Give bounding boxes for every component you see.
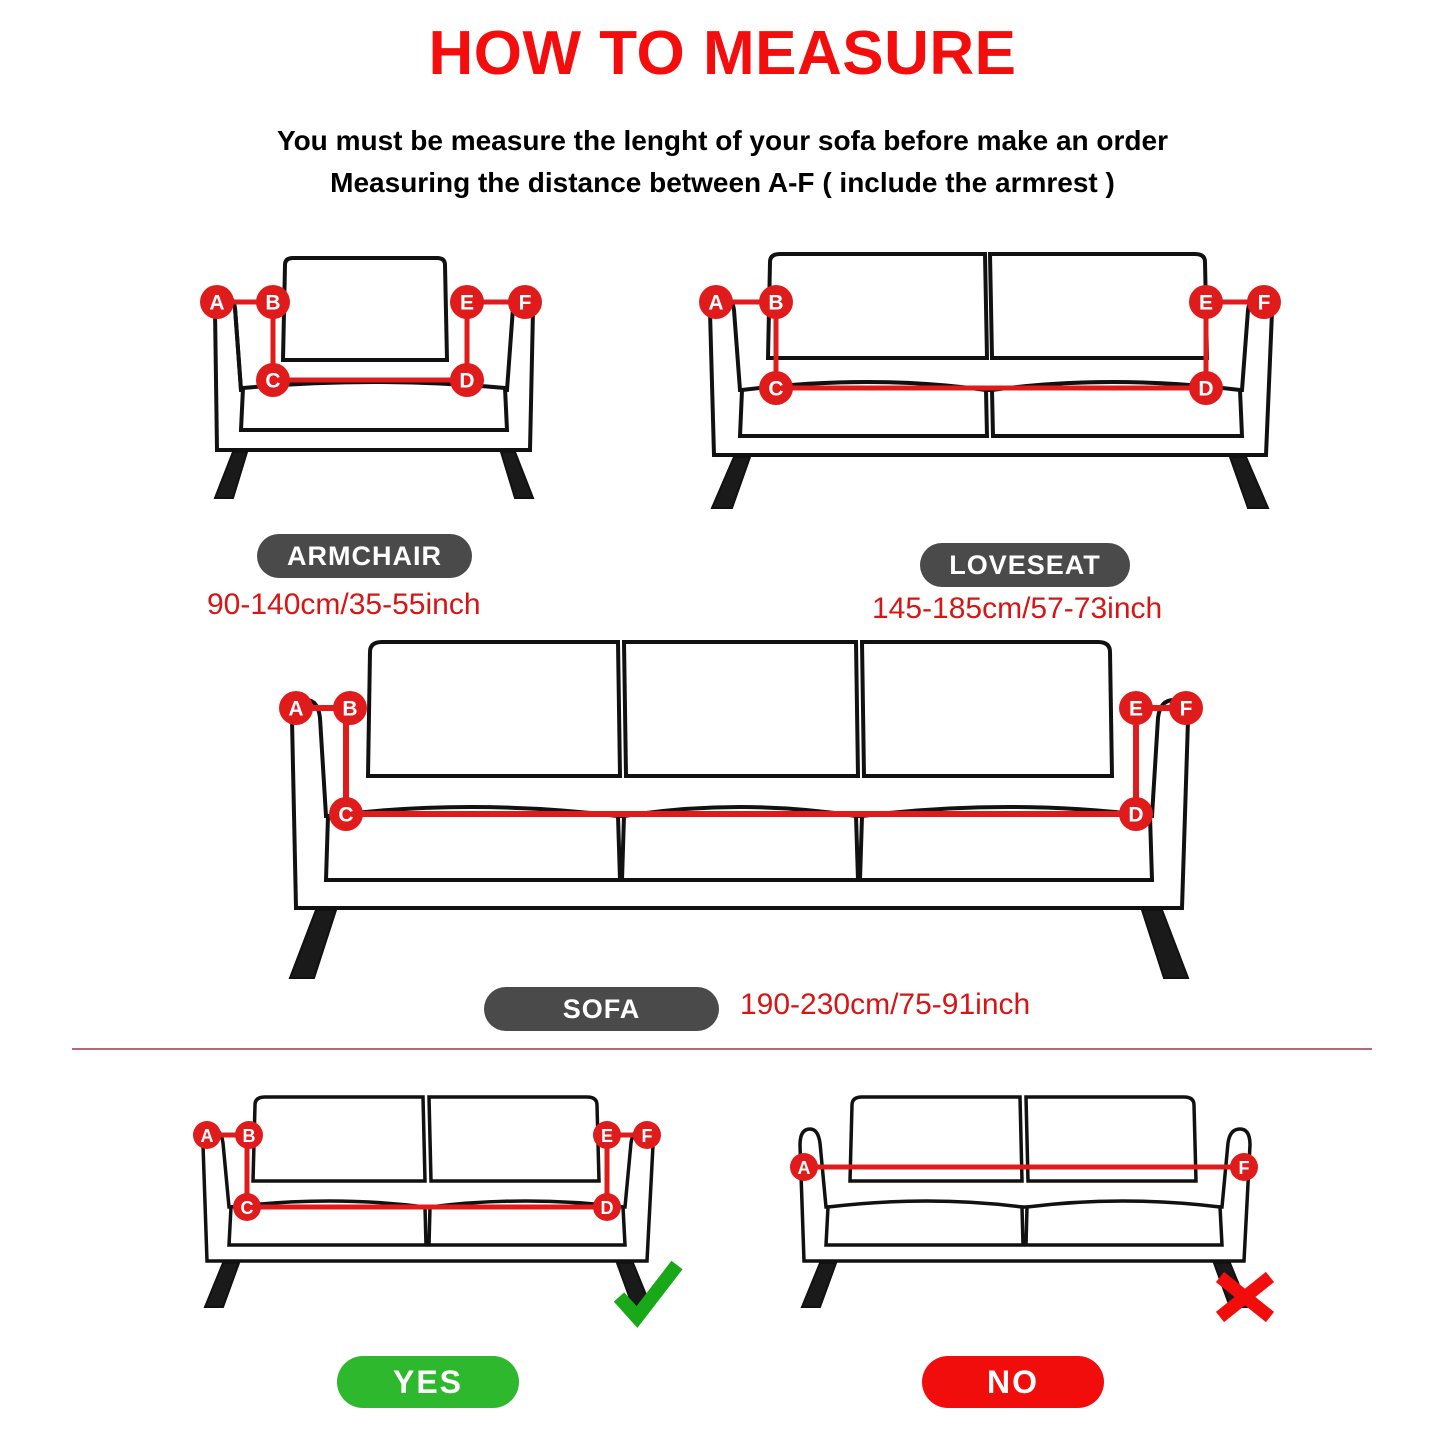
section-divider bbox=[72, 1048, 1372, 1050]
yes-badge: YES bbox=[337, 1356, 519, 1408]
sofa-dimension: 190-230cm/75-91inch bbox=[740, 988, 1031, 1021]
correct-point-D bbox=[593, 1193, 621, 1221]
incorrect-leg-left bbox=[802, 1263, 836, 1307]
svg-text:D: D bbox=[600, 1198, 614, 1218]
sofa-seat-cushion-1 bbox=[326, 807, 620, 880]
loveseat-leg-left bbox=[712, 457, 750, 508]
incorrect-example-figure bbox=[782, 1085, 1282, 1325]
sofa-point-B bbox=[333, 691, 367, 725]
correct-point-B bbox=[235, 1121, 263, 1149]
svg-text:C: C bbox=[240, 1198, 254, 1218]
loveseat-label: LOVESEAT bbox=[920, 543, 1130, 587]
loveseat-leg-right bbox=[1230, 457, 1268, 508]
correct-back-cushion-right bbox=[429, 1097, 599, 1181]
subtitle-line-2: Measuring the distance between A-F ( include the armrest ) bbox=[330, 167, 1115, 198]
armchair-leg-left bbox=[215, 452, 247, 498]
loveseat-point-B bbox=[759, 285, 793, 319]
loveseat-point-C bbox=[759, 371, 793, 405]
armchair-point-D bbox=[450, 363, 484, 397]
armchair-leg-right bbox=[501, 452, 533, 498]
svg-text:C: C bbox=[768, 377, 784, 401]
svg-text:F: F bbox=[1238, 1158, 1250, 1178]
incorrect-seat-cushion-right bbox=[1026, 1201, 1222, 1245]
page-subtitle bbox=[0, 120, 1445, 204]
armchair-point-E bbox=[450, 285, 484, 319]
svg-text:D: D bbox=[1198, 377, 1214, 401]
svg-text:E: E bbox=[600, 1126, 614, 1146]
svg-text:D: D bbox=[1128, 803, 1144, 827]
sofa-back-cushion-3 bbox=[862, 642, 1112, 776]
armchair-point-C bbox=[256, 363, 290, 397]
page-title: HOW TO MEASURE bbox=[428, 19, 1017, 88]
svg-text:F: F bbox=[1257, 291, 1271, 315]
loveseat-dimension: 145-185cm/57-73inch bbox=[872, 592, 1163, 625]
correct-point-A bbox=[193, 1121, 221, 1149]
svg-text:A: A bbox=[209, 291, 225, 315]
armchair-point-F bbox=[508, 285, 542, 319]
correct-point-F bbox=[633, 1121, 661, 1149]
loveseat-point-D bbox=[1189, 371, 1223, 405]
loveseat-point-A bbox=[699, 285, 733, 319]
sofa-seat-cushion-2 bbox=[622, 807, 858, 880]
sofa-back-cushion-2 bbox=[624, 642, 858, 776]
armchair-point-B bbox=[256, 285, 290, 319]
armchair-backrest bbox=[283, 258, 447, 360]
incorrect-point-A bbox=[790, 1153, 818, 1181]
sofa-back-cushion-1 bbox=[368, 642, 620, 776]
armchair-figure bbox=[185, 240, 565, 520]
svg-text:A: A bbox=[797, 1158, 811, 1178]
sofa-point-C bbox=[329, 797, 363, 831]
svg-text:A: A bbox=[288, 697, 304, 721]
armchair-dimension: 90-140cm/35-55inch bbox=[207, 588, 481, 621]
subtitle-line-1: You must be measure the lenght of your sofa before make an order bbox=[276, 125, 1168, 156]
svg-text:F: F bbox=[1179, 697, 1193, 721]
svg-text:B: B bbox=[242, 1126, 256, 1146]
loveseat-back-cushion-right bbox=[990, 254, 1207, 358]
svg-text:D: D bbox=[459, 369, 475, 393]
correct-back-cushion-left bbox=[253, 1097, 425, 1181]
svg-text:E: E bbox=[1128, 697, 1144, 721]
svg-text:C: C bbox=[338, 803, 354, 827]
svg-text:C: C bbox=[265, 369, 281, 393]
sofa-label: SOFA bbox=[484, 987, 719, 1031]
sofa-point-F bbox=[1169, 691, 1203, 725]
loveseat-point-E bbox=[1189, 285, 1223, 319]
sofa-point-A bbox=[279, 691, 313, 725]
no-badge: NO bbox=[922, 1356, 1104, 1408]
incorrect-point-F bbox=[1230, 1153, 1258, 1181]
svg-text:E: E bbox=[459, 291, 475, 315]
svg-text:A: A bbox=[708, 291, 724, 315]
svg-text:F: F bbox=[518, 291, 532, 315]
svg-text:B: B bbox=[265, 291, 281, 315]
svg-text:E: E bbox=[1198, 291, 1214, 315]
correct-point-C bbox=[233, 1193, 261, 1221]
svg-text:A: A bbox=[200, 1126, 214, 1146]
sofa-point-E bbox=[1119, 691, 1153, 725]
armchair-label: ARMCHAIR bbox=[257, 534, 472, 578]
sofa-figure bbox=[270, 630, 1210, 1000]
loveseat-point-F bbox=[1247, 285, 1281, 319]
loveseat-back-cushion-left bbox=[768, 254, 987, 358]
correct-example-figure bbox=[185, 1085, 685, 1325]
correct-leg-left bbox=[205, 1263, 239, 1307]
svg-text:B: B bbox=[342, 697, 358, 721]
svg-text:B: B bbox=[768, 291, 784, 315]
incorrect-seat-cushion-left bbox=[826, 1201, 1023, 1245]
sofa-leg-right bbox=[1142, 910, 1188, 978]
armchair-point-A bbox=[200, 285, 234, 319]
correct-point-E bbox=[593, 1121, 621, 1149]
sofa-point-D bbox=[1119, 797, 1153, 831]
loveseat-figure bbox=[690, 240, 1300, 525]
sofa-leg-left bbox=[290, 910, 336, 978]
sofa-seat-cushion-3 bbox=[860, 807, 1152, 880]
svg-text:F: F bbox=[641, 1126, 653, 1146]
